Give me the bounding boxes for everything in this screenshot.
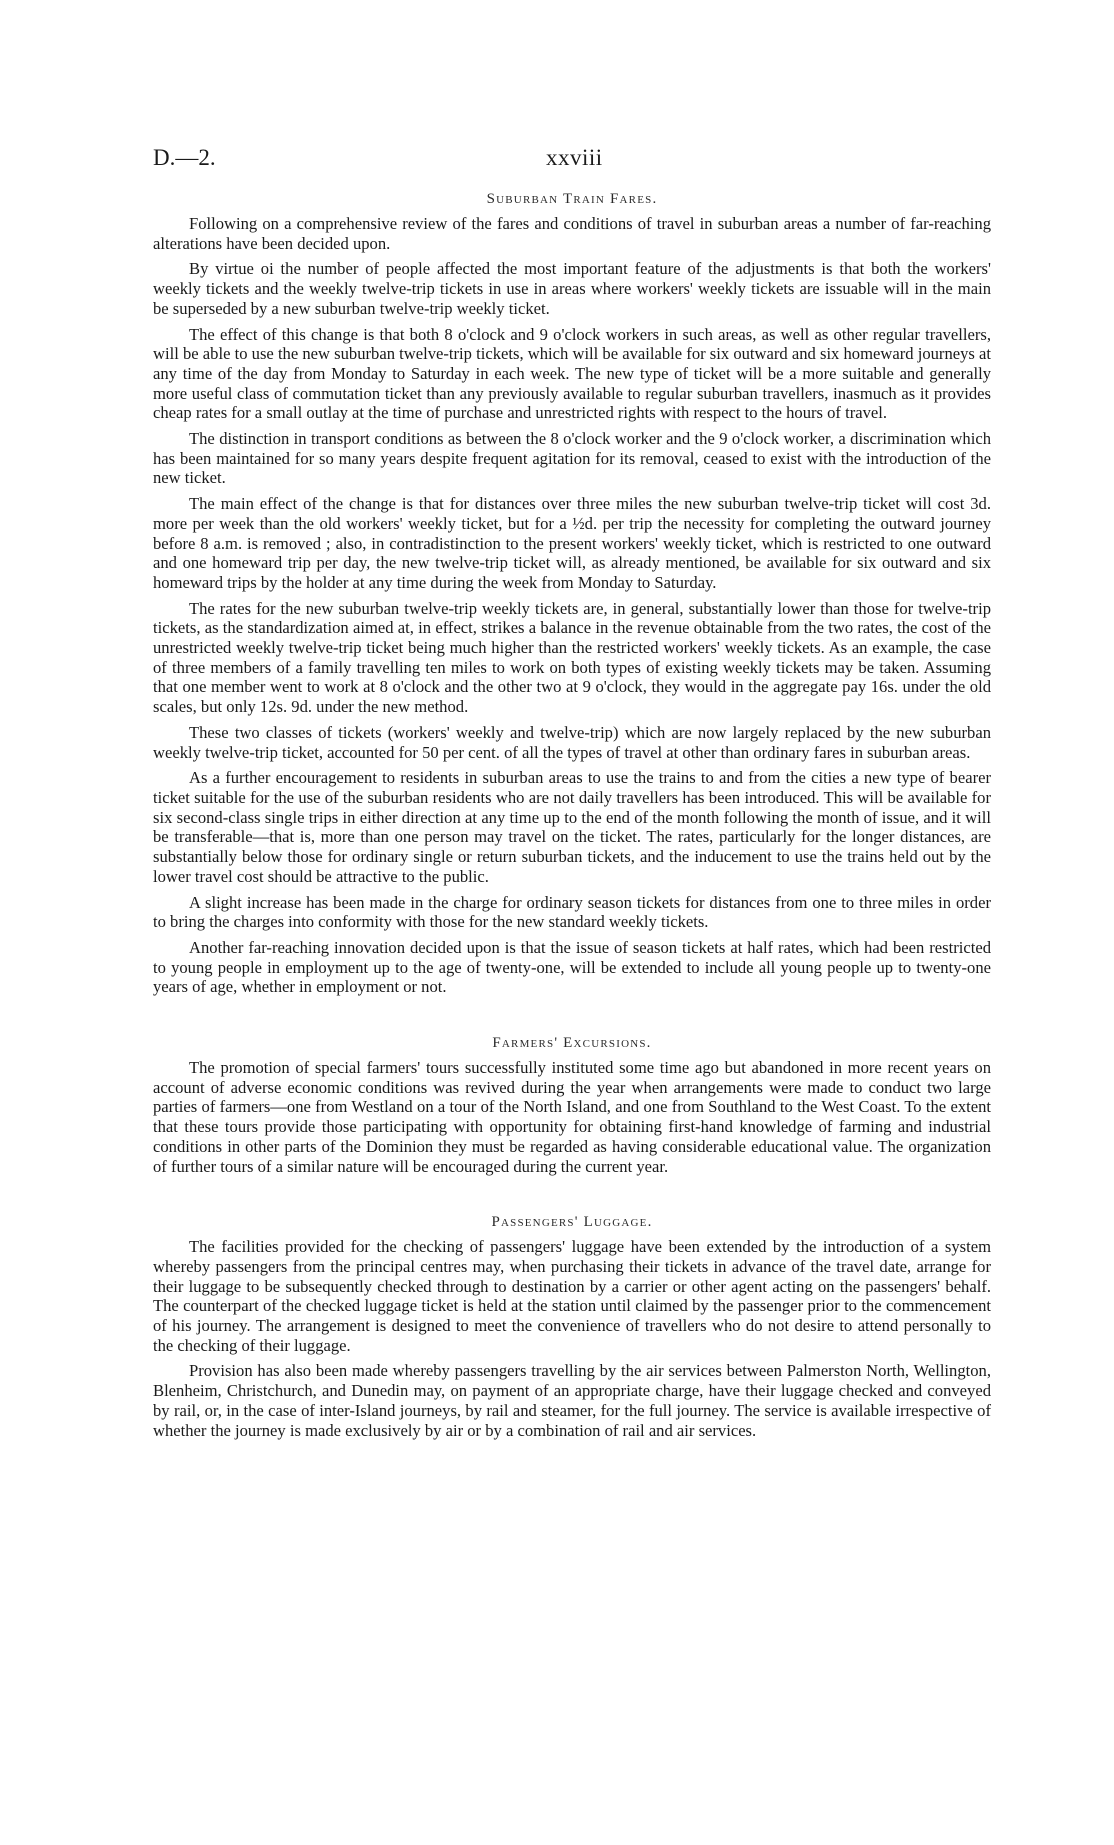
section-passengers-luggage (153, 1214, 991, 1440)
paragraph: A slight increase has been made in the charge for ordinary season tickets for distances from one to three miles in order to bring the charges into conformity with those for the new standard weekly tickets. (153, 892, 991, 932)
paragraph: Another far-reaching innovation decided upon is that the issue of season tickets at half rates, which had been restricted to young people in employment up to the age of twenty-one, will be extended to include all young people up to twenty-one years of age, whether in employment or not. (153, 937, 991, 997)
paragraph: The promotion of special farmers' tours successfully instituted some time ago but abandoned in more recent years on account of adverse economic conditions was revived during the year when arrangements were made to conduct two large parties of farmers—one from Westland on a tour of the North Island, and one from Southland to the West Coast. To the extent that these tours provide those participating with opportunity for obtaining first-hand knowledge of farming and industrial conditions in other parts of the Dominion they must be regarded as having considerable educational value. The organization of further tours of a similar nature will be encouraged during the current year. (153, 1058, 991, 1176)
paragraph: As a further encouragement to residents in suburban areas to use the trains to and from the cities a new type of bearer ticket suitable for the use of the suburban residents who are not daily travellers has been introduced. This will be available for six second-class single trips in either direction at any time up to the end of the month following the month of issue, and it will be transferable—that is, more than one person may travel on the ticket. The rates, particularly for the longer distances, are substantially below those for ordinary single or return suburban tickets, and the inducement to use the trains held out by the lower travel cost should be attractive to the public. (153, 768, 991, 886)
section-heading: Passengers' Luggage. (491, 1214, 653, 1231)
section-suburban-train-fares (153, 191, 991, 997)
paragraph: Following on a comprehensive review of the fares and conditions of travel in suburban areas a number of far-reaching alterations have been decided upon. (153, 214, 991, 253)
paragraph: The main effect of the change is that for distances over three miles the new suburban twelve-trip ticket will cost 3d. more per week than the old workers' weekly ticket, but for a ½d. per trip the necessity for completing the outward journey before 8 a.m. is removed ; also, in contradistinction to the present workers' weekly ticket, which is restricted to one outward and one homeward trip per day, the new twelve-trip ticket will, as already mentioned, be available for six outward and six homeward trips by the holder at any time during the week from Monday to Saturday. (153, 494, 991, 592)
paragraph: Provision has also been made whereby passengers travelling by the air services between Palmerston North, Wellington, Blenheim, Christchurch, and Dunedin may, on payment of an appropriate charge, have their luggage checked and conveyed by rail, or, in the case of inter-Island journeys, by rail and steamer, for the full journey. The service is available irrespective of whether the journey is made exclusively by air or by a combination of rail and air services. (153, 1361, 991, 1440)
page-header (153, 145, 993, 175)
paragraph: The rates for the new suburban twelve-trip weekly tickets are, in general, substantially lower than those for twelve-trip tickets, as the standardization aimed at, in effect, strikes a balance in the revenue obtainable from the two rates, the cost of the unrestricted weekly twelve-trip ticket being much higher than the restricted workers' weekly tickets. As an example, the case of three members of a family travelling ten miles to work on both types of existing weekly tickets may be taken. Assuming that one member went to work at 8 o'clock and the other two at 9 o'clock, they would in the aggregate pay 16s. under the old scales, but only 12s. 9d. under the new method. (153, 598, 991, 717)
paragraph: These two classes of tickets (workers' weekly and twelve-trip) which are now largely replaced by the new suburban weekly twelve-trip ticket, accounted for 50 per cent. of all the types of travel at other than ordinary fares in suburban areas. (153, 722, 991, 762)
paragraph: The facilities provided for the checking of passengers' luggage have been extended by the introduction of a system whereby passengers from the principal centres may, when purchasing their tickets in advance of the travel date, arrange for their luggage to be subsequently checked through to destination by a carrier or other agent acting on the passengers' behalf. The counterpart of the checked luggage ticket is held at the station until claimed by the passenger prior to the commencement of his journey. The arrangement is designed to meet the convenience of travellers who do not desire to attend personally to the checking of their luggage. (153, 1237, 991, 1355)
paragraph: By virtue oi the number of people affected the most important feature of the adjustments is that both the workers' weekly tickets and the weekly twelve-trip tickets in use in areas where workers' weekly tickets are issuable will in the main be superseded by a new suburban twelve-trip weekly ticket. (153, 259, 991, 318)
paragraph: The effect of this change is that both 8 o'clock and 9 o'clock workers in such areas, as well as other regular travellers, will be able to use the new suburban twelve-trip tickets, which will be available for six outward and six homeward journeys at any time of the day from Monday to Saturday in each week. The new type of ticket will be a more suitable and generally more useful class of commutation ticket than any previously available to regular suburban travellers, inasmuch as it provides cheap rates for a small outlay at the time of purchase and unrestricted rights with respect to the hours of travel. (153, 324, 991, 423)
paragraph: The distinction in transport conditions as between the 8 o'clock worker and the 9 o'clock worker, a discrimination which has been maintained for so many years despite frequent agitation for its removal, ceased to exist with the introduction of the new ticket. (153, 429, 991, 488)
section-farmers-excursions (153, 1035, 991, 1176)
section-heading: Suburban Train Fares. (486, 191, 658, 207)
document-reference: D.—2. (153, 145, 216, 170)
page-content (153, 191, 991, 1446)
section-heading: Farmers' Excursions. (492, 1035, 652, 1052)
page-number: xxviii (546, 145, 603, 170)
